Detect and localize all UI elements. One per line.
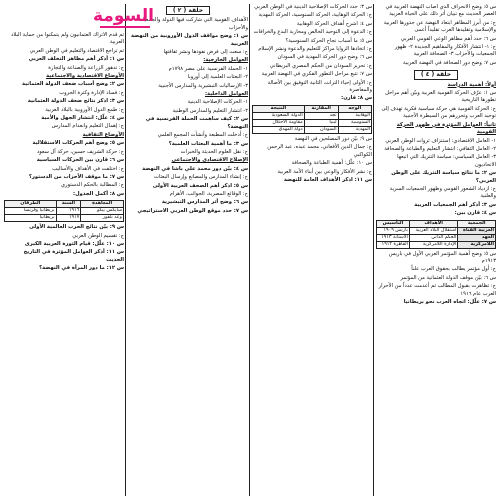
text-line: ج: تحرير السودان من الحكم المصري البريطاني	[269, 62, 372, 69]
text-line: س ٥: ما أسباب نجاح الحركة السنوسية؟	[285, 37, 372, 44]
text-line: ١- الحركات الإصلاحية الدينية	[187, 99, 248, 106]
text-line: ج: المطالبة بالحكم الدستوري	[61, 182, 124, 189]
table-header: الطرفان	[5, 201, 57, 208]
text-line: ثم تراجع الاقتصاد والتعليم في الوطن العربي	[29, 47, 124, 54]
text-line: س ٤: اشرح أهداف الحركة الوهابية	[296, 20, 372, 27]
table-cell: مقاومة الاحتلال	[253, 119, 305, 126]
text-line: ج: تقسيم الوطن العربي	[72, 232, 124, 239]
table-header: الجمعية	[458, 220, 496, 227]
column-divider	[125, 4, 126, 496]
text-line: س ٥: وضح الانحراف الذي أصاب النهضة العربية في العصر الحديث مع تبيان أثر ذلك على الحياة العربية	[385, 4, 496, 18]
section-heading: حلقة ( ٤ )	[414, 70, 458, 79]
table-row	[377, 241, 496, 248]
logo-underline	[100, 26, 150, 28]
question: س ٧: علّل: اتجاه العرب نحو بريطانيا	[403, 299, 496, 305]
text-line: س ١: عرّف الحركة القومية العربية وبيّن أهم مراحل تطورها التاريخية	[385, 90, 496, 104]
comparison-table	[376, 220, 496, 249]
sub-heading: أولاً: أهمية الدراسة	[447, 81, 496, 88]
table-row	[377, 234, 496, 241]
text-line: ج: أول مؤتمر يطالب بحقوق العرب علناً	[411, 266, 496, 273]
question: س ٧: ما موقف الأحزاب من الدستور؟	[28, 173, 124, 180]
text-line: ج: ازدياد الشعور القومي وظهور الجمعيات السرية والعلنية	[389, 185, 496, 200]
text-line: ج: الأولى إحياء التراث، الثانية التوفيق بين الأصالة والمعاصرة	[267, 79, 372, 94]
table-row	[253, 112, 372, 119]
question: س ١٢: ما دور المرأة في النهضة؟	[39, 265, 124, 272]
sub-heading: العوامل الخارجية:	[203, 57, 248, 64]
table-row	[377, 227, 496, 234]
table-cell: الحكم الذاتي	[409, 234, 458, 241]
comparison-table	[252, 105, 372, 134]
table-cell: بريطانيا وفرنسا	[5, 208, 57, 215]
table-cell: الآستانة ١٩١٣	[377, 234, 410, 241]
sub-heading: الأوضاع الاقتصادية والاجتماعية	[46, 73, 124, 80]
text-line: س ٦: وضح دور الحركة المهدية في السودان	[277, 54, 372, 61]
table-cell: ١٩١٧	[56, 215, 81, 222]
question: س ٤: علّل: انتشار الجهل والأمية	[41, 115, 124, 122]
sub-heading: الإصلاح الاقتصادي والاجتماعي	[171, 157, 248, 164]
question: س ٦: وضح أثر المدارس التبشيرية	[161, 199, 248, 206]
text-line: س ٧: وضح دور الصحافة في النهضة العربية	[403, 59, 496, 66]
column-divider	[249, 4, 250, 496]
text-line: ج: نشر الأفكار والوعي بين أبناء الأمة العربية	[277, 168, 372, 175]
text-line: ج: سعت إلى فرض نفوذها ونشر ثقافتها	[163, 49, 248, 56]
table-cell: وعد بلفور	[81, 215, 124, 222]
column-divider	[373, 4, 374, 496]
table-row	[5, 215, 124, 222]
question: س ٧: حدد موقع الوطن العربي الاستراتيجي	[137, 207, 248, 214]
question: س ٥: وضح أهم الحركات الاستقلالية	[32, 140, 124, 147]
table-cell: السودان	[304, 126, 338, 133]
question: س ٢: كيف ساهمت الحملة الفرنسية في النهضة؟	[145, 116, 248, 130]
question: س ٣: أذكر أهم الجمعيات العربية	[414, 201, 496, 208]
table-header: المعاهدة	[81, 201, 124, 208]
text-line: س ٧: تتبع مراحل التطور الفكري في النهضة العربية	[261, 71, 372, 78]
text-line: ج: تدهور الزراعة والصناعة والتجارة	[48, 64, 124, 71]
text-line: ج: الدعوة إلى التوحيد الخالص ومحاربة البدع والخرافات	[253, 29, 372, 36]
table-cell: الوهابية	[338, 112, 371, 119]
table-cell: دولة المهدي	[253, 126, 305, 133]
table-cell: الإدارة اللامركزية	[409, 241, 458, 248]
text-line: ج: فساد الإدارة وكثرة الحروب	[59, 89, 124, 96]
column-4	[4, 32, 124, 496]
text-line: س ٦: بيّن موقف الدولة العثمانية من المؤتمر	[400, 274, 496, 281]
question: س ٢: وضح أسباب ضعف الدولة العثمانية	[22, 81, 124, 88]
table-caption: س ٨: أكمل الجدول:	[73, 190, 124, 197]
text-line: ج: إهمال التعليم وانعدام المدارس	[51, 123, 124, 130]
table-cell: القاهرة ١٩١٢	[377, 241, 410, 248]
table-cell: العهد	[458, 234, 496, 241]
text-line: ج: أدخلت المطبعة وأنشأت المجمع العلمي	[157, 132, 248, 139]
text-line: س ٥: وضح أهمية المؤتمر العربي الأول في باريس ١٩١٣م	[388, 250, 496, 264]
table-cell: باريس ١٩٠٩	[377, 227, 410, 234]
table-header: التأسيس	[377, 220, 410, 227]
text-line: ج: نقل العلوم الحديثة والخبرات	[180, 148, 248, 155]
text-line: ج: إنشاء المدارس والمصانع وإرسال البعثات	[154, 174, 248, 181]
table-cell: المهدية	[338, 126, 371, 133]
table-cell: ١٩١٦	[56, 208, 81, 215]
text-line: س ٣: حدد الحركات الإصلاحية الدينية في الوطن العربي	[254, 4, 372, 10]
text-line: ٢- انتشار التعليم والمدارس الوطنية	[172, 107, 248, 114]
table-cell: العربية الفتاة	[458, 227, 496, 234]
text-line: ج: طمع الدول الأوروبية بالبلاد العربية	[45, 106, 124, 113]
question: س ٣: اذكر نتائج ضعف الدولة العثمانية	[27, 98, 124, 105]
table-row	[5, 208, 124, 215]
table-cell: بريطانيا	[5, 215, 57, 222]
site-logo	[92, 4, 154, 30]
text-line: ج: جمال الدين الأفغاني، محمد عبده، عبد الرحمن الكواكبي	[267, 144, 372, 158]
text-line: ج: تظاهرت بقبول المطالب ثم أعدمت عدداً من الأحرار العرب عام ١٩١٦	[378, 283, 496, 297]
section-heading: حلقة ( ٢ )	[166, 6, 210, 15]
table-cell: السنوسية	[338, 119, 371, 126]
text-line: ج: حركة الشريف حسين، حركة آل سعود	[36, 148, 124, 155]
text-line: ج: اتخاذها الزوايا مراكز للتعليم والدعوة ونشر الإسلام	[258, 46, 372, 53]
question: س ٤: بيّن دور محمد علي باشا في النهضة	[142, 165, 248, 172]
text-line: ٢- البعثات العلمية إلى أوروبا	[187, 74, 248, 81]
table-cell: ليبيا	[304, 119, 338, 126]
question: س ١١: اذكر الأهداف العامة للنهضة	[283, 176, 372, 183]
question: س ١١: أذكر العوامل المؤثرة في التاريخ الحديث	[23, 249, 124, 263]
text-line: ثم قدم الأتراك العثمانيون ولم يتمكنوا من حماية البلاد العربية	[11, 32, 124, 46]
text-line: ج: الحركة الوهابية، الحركة السنوسية، الحركة المهدية	[258, 12, 372, 19]
table-cell: اللامركزية	[458, 241, 496, 248]
column-3	[128, 4, 248, 496]
text-line: الأهداف القومية التي شاركت فيها الدولة والجمعيات والأحزاب	[138, 17, 248, 31]
sub-heading: العوامل الداخلية:	[204, 91, 248, 98]
column-1	[376, 4, 496, 496]
data-table	[4, 200, 124, 222]
table-cell: الدولة السعودية	[253, 112, 305, 119]
table-row	[253, 119, 372, 126]
question: س ٣: ما أهمية البعثات العلمية؟	[168, 140, 248, 147]
table-cell: استقلال البلاد العربية	[409, 227, 458, 234]
question: س ١: أذكر أهم مظاهر التخلف العربي	[28, 56, 124, 63]
question: س ٥: اذكر أهم الصحف العربية الأولى	[152, 182, 248, 189]
text-line: س ٩: بيّن دور المصلحين في النهضة	[294, 135, 372, 142]
text-line: ٣- الإرساليات التبشيرية والمدارس الأجنبية	[158, 82, 248, 89]
table-row	[253, 126, 372, 133]
question: س ٦: قارن بين الحركات السياسية	[36, 157, 124, 164]
sub-heading: الأوضاع الثقافية	[82, 131, 124, 138]
sub-heading: ثانياً: العوامل المؤثرة في ظهور الحركة القومية	[396, 121, 496, 136]
text-line: ج: ١- انتشار الأفكار والمفاهيم الجديدة ٢- ظهور الجمعيات والأحزاب ٣- الصحافة العربية	[394, 44, 496, 58]
text-line: س ١٠: علّل: أهمية الطباعة والصحافة	[291, 160, 372, 167]
text-line: س ٦: حدد أهم مظاهر الوعي القومي العربي	[400, 35, 496, 42]
table-caption: س ٨: قارن:	[341, 95, 372, 102]
table-caption: س ٤: قارن بين:	[454, 210, 496, 217]
table-header: المقارنة	[304, 105, 338, 112]
logo-text: السومة	[92, 6, 154, 26]
table-header: السنة	[56, 201, 81, 208]
question: س ١: وضح مواقف الدول الأوروبية من النهضة العربية	[131, 33, 248, 47]
text-line: ٢- العامل الثقافي: انتشار التعليم والطباعة والصحافة	[384, 145, 496, 152]
question: س ٩: بيّن نتائج الحرب العالمية الأولى	[29, 224, 124, 231]
table-header: الوجه	[338, 105, 371, 112]
text-line: ج: الوقائع المصرية، الجوائب، الأهرام	[169, 190, 248, 197]
text-line: ١- العامل الاقتصادي: استنزاف ثروات الوطن العربي	[385, 137, 496, 144]
text-line: ١- الحملة الفرنسية على مصر ١٧٩٨م	[168, 65, 248, 72]
table-cell: سايكس بيكو	[81, 208, 124, 215]
table-cell: نجد	[304, 112, 338, 119]
text-line: ج: اختلفت في الأهداف والأساليب	[52, 165, 124, 172]
question: س ٢: ما نتائج سياسة التتريك على الوطن العربي؟	[391, 170, 496, 184]
column-2	[252, 4, 372, 496]
table-header: النتيجة	[253, 105, 305, 112]
text-line: ج: الحركة القومية هي حركة سياسية فكرية تهدف إلى توحيد العرب وتحررهم من السيطرة الأجنبية	[381, 105, 496, 120]
text-line: ٣- العامل السياسي: سياسة التتريك التي اتبعها الاتحاديون	[397, 154, 496, 168]
question: س ١٠: علّل: قيام الثورة العربية الكبرى	[24, 240, 124, 247]
table-header: الأهداف	[409, 220, 458, 227]
text-line: ج: من أبرز المظاهر ابتعاد النهضة عن جذورها العربية والإسلامية وتقليدها الغرب تقليداً أعمى	[383, 19, 496, 34]
